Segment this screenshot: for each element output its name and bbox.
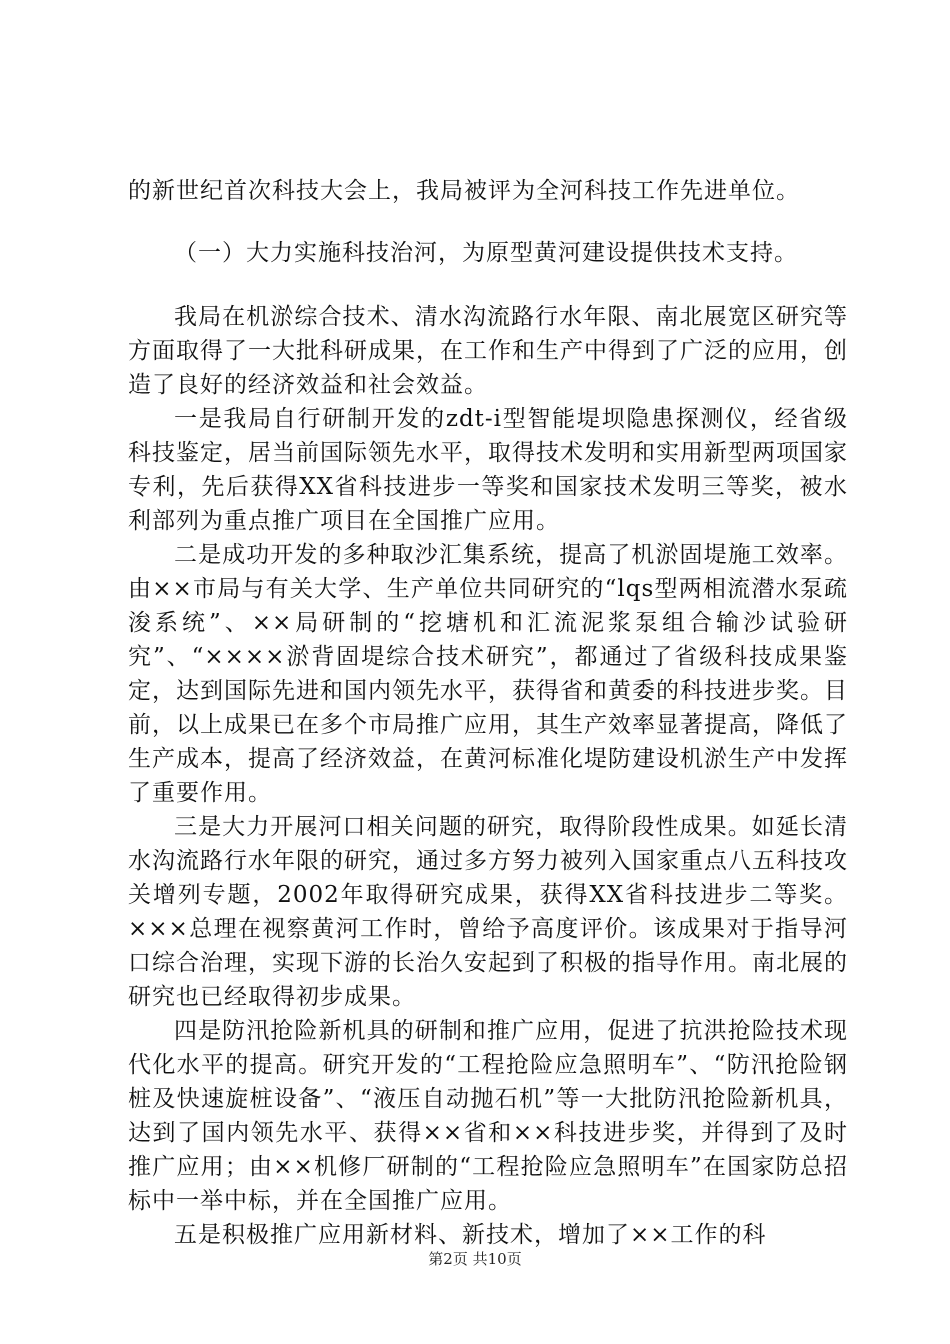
- paragraph-item-1: 一是我局自行研制开发的zdt-i型智能堤坝隐患探测仪，经省级科技鉴定，居当前国际领先水平，取得技术发明和实用新型两项国家专利，先后获得XX省科技进步一等奖和国家技术发明三等奖，被水利部列为重点推广项目在全国推广应用。: [128, 406, 848, 534]
- paragraph-intro: 我局在机淤综合技术、清水沟流路行水年限、南北展宽区研究等方面取得了一大批科研成果，在工作和生产中得到了广泛的应用，创造了良好的经济效益和社会效益。: [128, 304, 848, 398]
- paragraph-item-2: 二是成功开发的多种取沙汇集系统，提高了机淤固堤施工效率。由××市局与有关大学、生产单位共同研究的“lqs型两相流潜水泵疏浚系统”、××局研制的“挖塘机和汇流泥浆泵组合输沙试验研究”、“××××淤背固堤综合技术研究”，都通过了省级科技成果鉴定，达到国际先进和国内领先水平，获得省和黄委的科技进步奖。目前，以上成果已在多个市局推广应用，其生产效率显著提高，降低了生产成本，提高了经济效益，在黄河标准化堤防建设机淤生产中发挥了重要作用。: [128, 542, 848, 806]
- paragraph-item-4: 四是防汛抢险新机具的研制和推广应用，促进了抗洪抢险技术现代化水平的提高。研究开发的“工程抢险应急照明车”、“防汛抢险钢桩及快速旋桩设备”、“液压自动抛石机”等一大批防汛抢险新机具，达到了国内领先水平、获得××省和××科技进步奖，并得到了及时推广应用；由××机修厂研制的“工程抢险应急照明车”在国家防总招标中一举中标，并在全国推广应用。: [128, 1018, 848, 1214]
- section-heading: （一）大力实施科技治河，为原型黄河建设提供技术支持。: [174, 240, 798, 266]
- paragraph-item-3: 三是大力开展河口相关问题的研究，取得阶段性成果。如延长清水沟流路行水年限的研究，通过多方努力被列入国家重点八五科技攻关增列专题，2002年取得研究成果，获得XX省科技进步二等奖。×××总理在视察黄河工作时，曾给予高度评价。该成果对于指导河口综合治理，实现下游的长治久安起到了积极的指导作用。南北展的研究也已经取得初步成果。: [128, 814, 848, 1010]
- paragraph-item-5: 五是积极推广应用新材料、新技术，增加了××工作的科: [174, 1222, 767, 1248]
- page-footer: 第2页 共10页: [428, 1250, 522, 1268]
- document-body: [128, 174, 848, 1252]
- paragraph-continuation: 的新世纪首次科技大会上，我局被评为全河科技工作先进单位。: [128, 178, 800, 204]
